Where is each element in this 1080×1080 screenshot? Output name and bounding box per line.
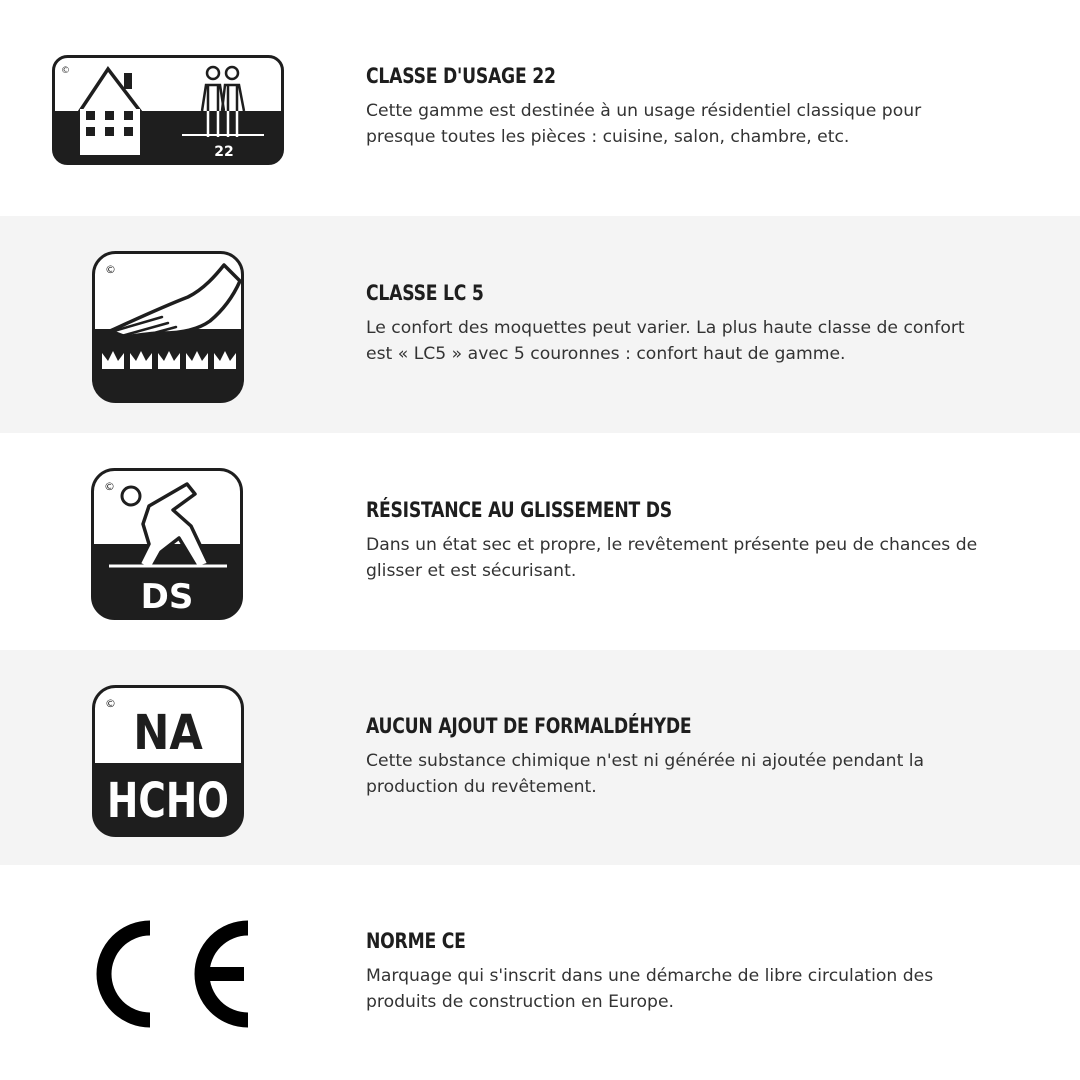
svg-text:©: © <box>61 66 70 76</box>
feature-title: CLASSE LC 5 <box>366 281 484 305</box>
feature-row-comfort-class <box>0 216 1080 433</box>
feature-title: CLASSE D'USAGE 22 <box>366 64 556 88</box>
svg-text:HCHO: HCHO <box>107 773 229 830</box>
feature-row-ce-norm <box>0 865 1080 1080</box>
feature-description: Dans un état sec et propre, le revêtement présente peu de chances de glisser et est sécurisant. <box>366 535 978 581</box>
usage-class-22-icon <box>52 55 284 165</box>
ce-mark-icon <box>86 916 250 1034</box>
svg-text:22: 22 <box>214 144 234 160</box>
no-formaldehyde-na-hcho-icon <box>92 685 244 837</box>
svg-text:©: © <box>105 263 116 276</box>
feature-title: AUCUN AJOUT DE FORMALDÉHYDE <box>366 714 692 738</box>
feature-row-slip-resistance <box>0 433 1080 650</box>
feature-description: Cette substance chimique n'est ni générée ni ajoutée pendant la production du revêtement. <box>366 751 925 797</box>
feature-row-no-formaldehyde <box>0 650 1080 865</box>
svg-text:NA: NA <box>133 704 203 761</box>
feature-title: NORME CE <box>366 929 466 953</box>
svg-text:©: © <box>105 697 116 710</box>
slip-resistance-ds-icon <box>91 468 243 620</box>
feature-description: Le confort des moquettes peut varier. La plus haute classe de confort est « LC5 » avec 5 couronnes : confort haut de gamme. <box>366 318 965 364</box>
feature-description: Marquage qui s'inscrit dans une démarche de libre circulation des produits de construction en Europe. <box>366 966 934 1012</box>
comfort-class-lc5-icon <box>92 251 244 403</box>
feature-description: Cette gamme est destinée à un usage résidentiel classique pour presque toutes les pièces : cuisine, salon, chambre, etc. <box>366 101 922 147</box>
feature-title: RÉSISTANCE AU GLISSEMENT DS <box>366 498 672 522</box>
svg-text:©: © <box>104 480 115 493</box>
feature-row-usage-class <box>0 0 1080 216</box>
svg-text:DS: DS <box>140 577 194 617</box>
